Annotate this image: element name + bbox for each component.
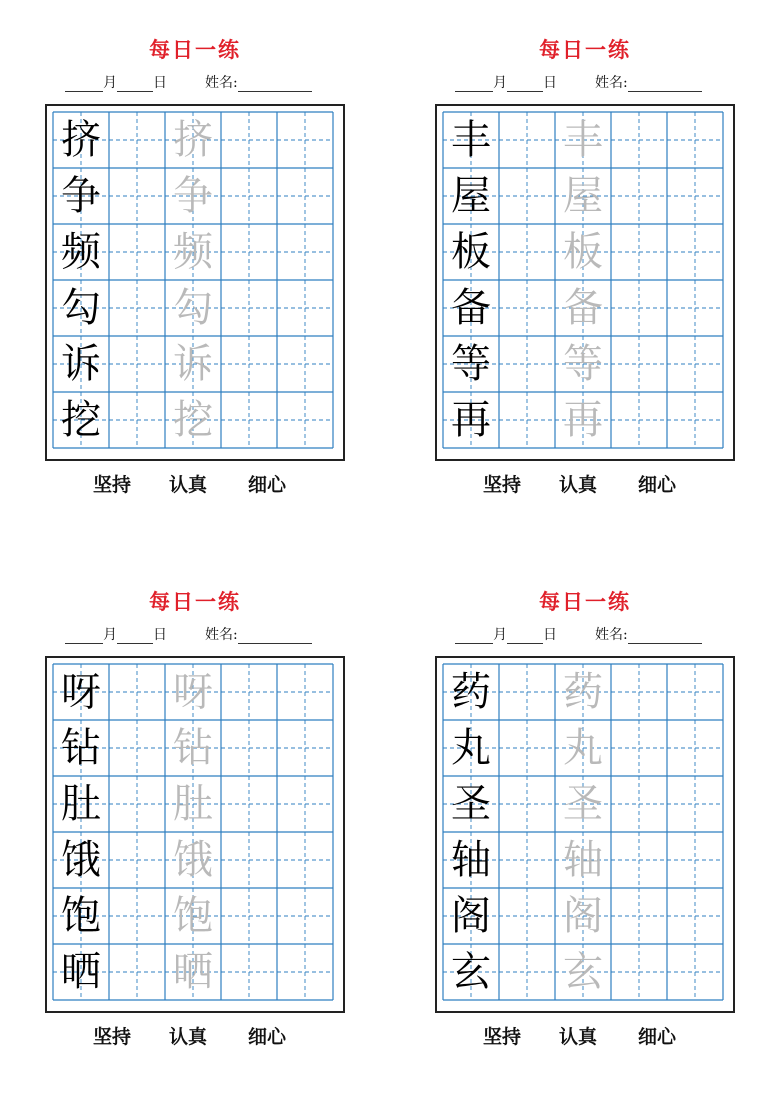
- model-character: 勾: [61, 285, 101, 331]
- model-character: 晒: [61, 949, 101, 995]
- sheet-title: 每日一练: [539, 37, 631, 62]
- trace-character: 钻: [173, 725, 213, 771]
- month-label: 月: [103, 627, 117, 643]
- date-name-line: [65, 72, 312, 92]
- name-label: 姓名:: [595, 627, 628, 643]
- day-label: 日: [153, 627, 167, 643]
- day-label: 日: [543, 75, 557, 91]
- sheet-title: 每日一练: [149, 589, 241, 614]
- trace-character: 备: [563, 285, 603, 331]
- trace-character: 玄: [563, 949, 603, 995]
- model-character: 等: [451, 341, 491, 387]
- motto-word: 坚持: [483, 1026, 522, 1048]
- day-blank[interactable]: [117, 629, 153, 644]
- trace-character: 饱: [173, 893, 213, 939]
- month-label: 月: [103, 75, 117, 91]
- motto-word: 认真: [559, 1026, 598, 1048]
- trace-character: 肚: [173, 781, 213, 827]
- model-character: 钻: [61, 725, 101, 771]
- trace-character: 板: [563, 229, 603, 275]
- motto-word: 细心: [638, 1026, 677, 1048]
- model-character: 丸: [451, 725, 491, 771]
- trace-character: 圣: [563, 781, 603, 827]
- model-character: 再: [451, 397, 491, 443]
- trace-character: 晒: [173, 949, 213, 995]
- name-blank[interactable]: [238, 77, 312, 92]
- model-character: 呀: [61, 669, 101, 715]
- trace-character: 屋: [563, 173, 603, 219]
- model-character: 诉: [61, 341, 101, 387]
- practice-sheet: [45, 0, 345, 496]
- writing-grid: [45, 656, 345, 1013]
- practice-sheet: [435, 552, 735, 1048]
- date-name-line: [455, 624, 702, 644]
- model-character: 饿: [61, 837, 101, 883]
- model-character: 频: [61, 229, 101, 275]
- trace-character: 呀: [173, 669, 213, 715]
- model-character: 丰: [451, 117, 491, 163]
- trace-character: 丰: [563, 117, 603, 163]
- trace-character: 丸: [563, 725, 603, 771]
- model-character: 板: [451, 229, 491, 275]
- model-character: 肚: [61, 781, 101, 827]
- trace-character: 勾: [173, 285, 213, 331]
- motto-word: 细心: [248, 1026, 287, 1048]
- trace-character: 频: [173, 229, 213, 275]
- motto-word: 认真: [169, 1026, 208, 1048]
- day-blank[interactable]: [507, 77, 543, 92]
- month-blank[interactable]: [455, 77, 493, 92]
- motto-word: 坚持: [483, 474, 522, 496]
- trace-character: 等: [563, 341, 603, 387]
- sheet-title: 每日一练: [149, 37, 241, 62]
- model-character: 挖: [61, 397, 101, 443]
- name-blank[interactable]: [628, 77, 702, 92]
- name-label: 姓名:: [205, 75, 238, 91]
- model-character: 争: [61, 173, 101, 219]
- day-blank[interactable]: [507, 629, 543, 644]
- motto-word: 细心: [638, 474, 677, 496]
- practice-sheet: [45, 552, 345, 1048]
- name-blank[interactable]: [238, 629, 312, 644]
- month-blank[interactable]: [65, 77, 103, 92]
- date-name-line: [65, 624, 312, 644]
- trace-character: 挤: [173, 117, 213, 163]
- writing-grid: [435, 656, 735, 1013]
- motto-word: 坚持: [93, 474, 132, 496]
- sheet-title: 每日一练: [539, 589, 631, 614]
- name-label: 姓名:: [205, 627, 238, 643]
- motto-word: 认真: [169, 474, 208, 496]
- model-character: 圣: [451, 781, 491, 827]
- model-character: 阁: [451, 893, 491, 939]
- trace-character: 诉: [173, 341, 213, 387]
- month-label: 月: [493, 627, 507, 643]
- day-blank[interactable]: [117, 77, 153, 92]
- trace-character: 轴: [563, 837, 603, 883]
- motto-word: 细心: [248, 474, 287, 496]
- model-character: 药: [451, 669, 491, 715]
- writing-grid: [435, 104, 735, 461]
- trace-character: 挖: [173, 397, 213, 443]
- month-label: 月: [493, 75, 507, 91]
- model-character: 饱: [61, 893, 101, 939]
- model-character: 轴: [451, 837, 491, 883]
- name-blank[interactable]: [628, 629, 702, 644]
- day-label: 日: [153, 75, 167, 91]
- trace-character: 争: [173, 173, 213, 219]
- month-blank[interactable]: [455, 629, 493, 644]
- trace-character: 再: [563, 397, 603, 443]
- writing-grid: [45, 104, 345, 461]
- trace-character: 饿: [173, 837, 213, 883]
- model-character: 屋: [451, 173, 491, 219]
- model-character: 挤: [61, 117, 101, 163]
- model-character: 玄: [451, 949, 491, 995]
- practice-sheet: [435, 0, 735, 496]
- model-character: 备: [451, 285, 491, 331]
- day-label: 日: [543, 627, 557, 643]
- trace-character: 阁: [563, 893, 603, 939]
- motto-word: 认真: [559, 474, 598, 496]
- trace-character: 药: [563, 669, 603, 715]
- motto-word: 坚持: [93, 1026, 132, 1048]
- month-blank[interactable]: [65, 629, 103, 644]
- name-label: 姓名:: [595, 75, 628, 91]
- date-name-line: [455, 72, 702, 92]
